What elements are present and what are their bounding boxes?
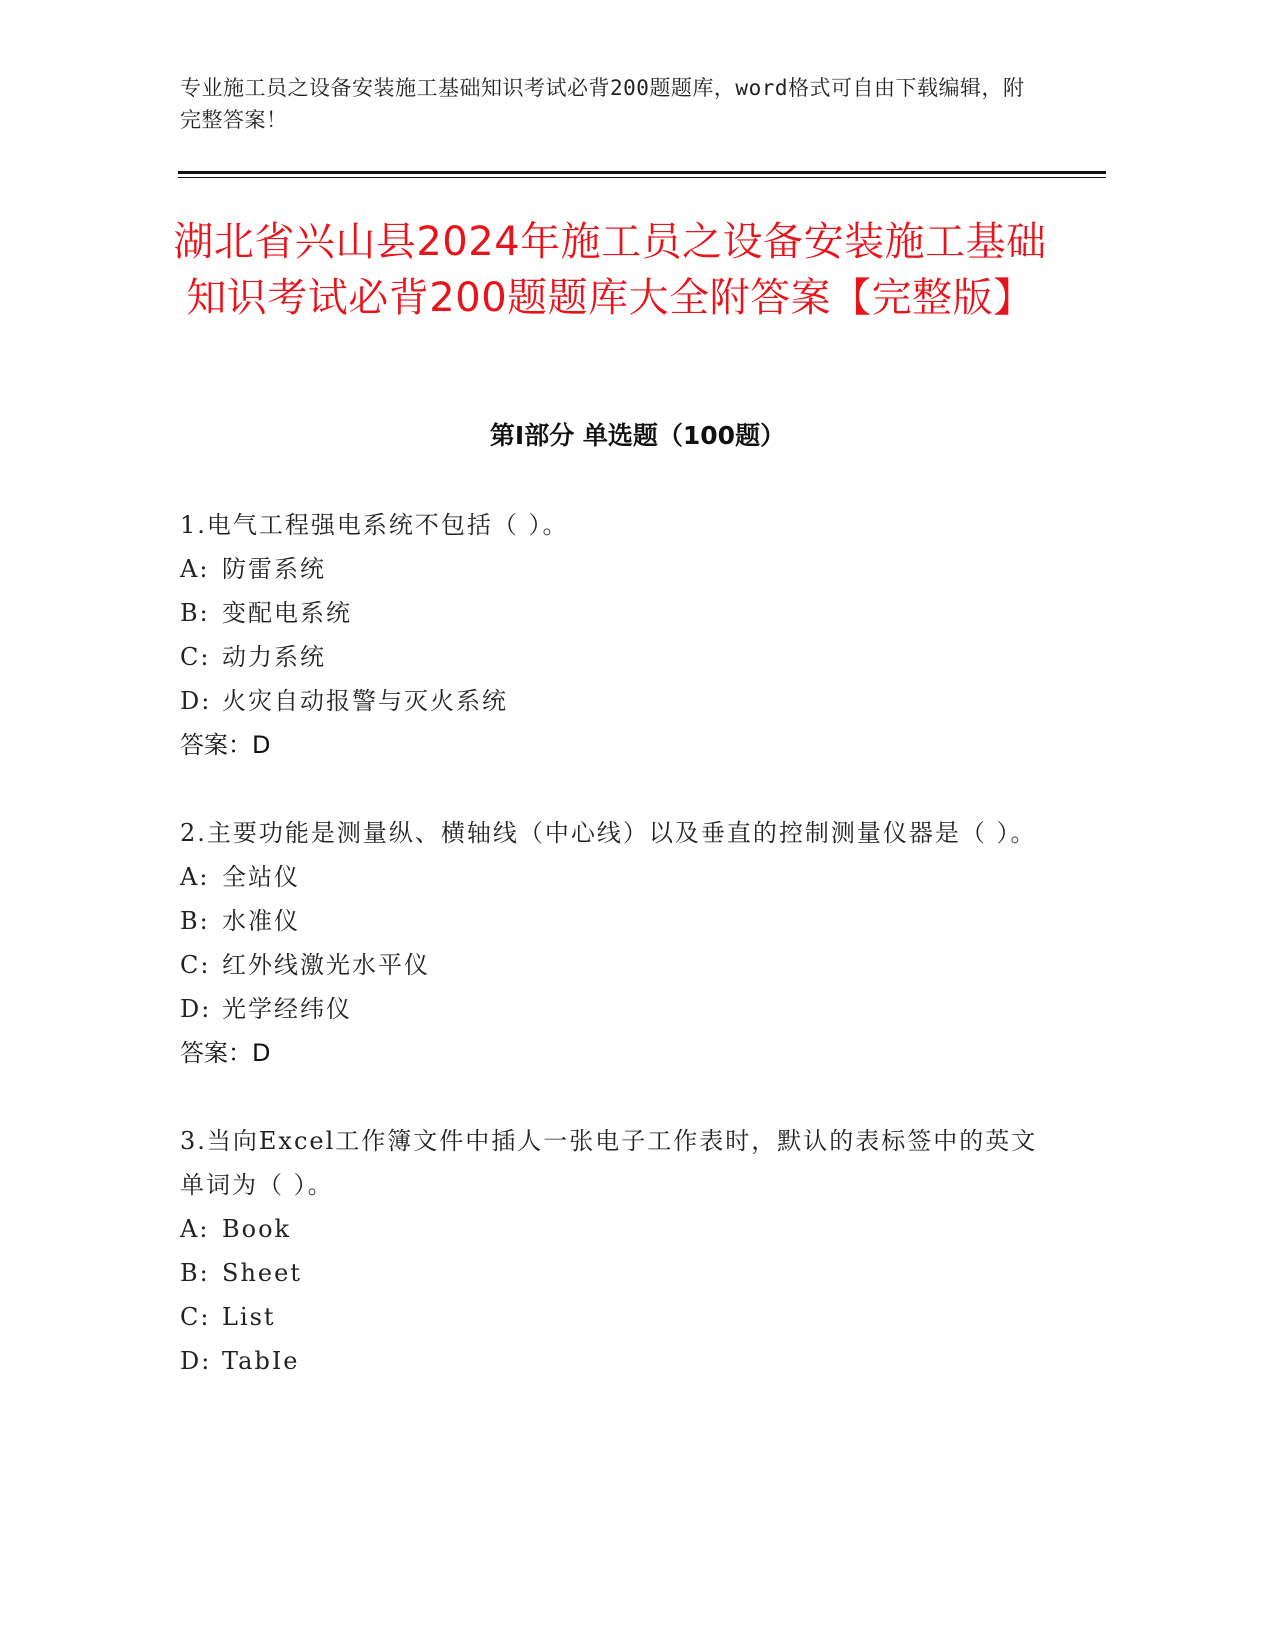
option-c bbox=[180, 943, 1060, 987]
option-letter: B: bbox=[180, 1259, 210, 1287]
option-letter: C: bbox=[180, 1303, 211, 1331]
option-text: 变配电系统 bbox=[222, 599, 352, 627]
question-stem: 3.当向Excel工作簿文件中插人一张电子工作表时，默认的表标签中的英文单词为（ ）。 bbox=[180, 1127, 1038, 1199]
option-letter: C: bbox=[180, 643, 211, 671]
option-letter: C: bbox=[180, 951, 211, 979]
question-3 bbox=[180, 1119, 1060, 1383]
option-c bbox=[180, 1295, 1060, 1339]
option-text: 红外线激光水平仪 bbox=[222, 951, 430, 979]
question-stem: 2.主要功能是测量纵、横轴线（中心线）以及垂直的控制测量仪器是（ ）。 bbox=[180, 819, 1037, 847]
option-text: Book bbox=[222, 1215, 292, 1243]
option-letter: B: bbox=[180, 907, 210, 935]
option-letter: A: bbox=[180, 863, 210, 891]
option-b bbox=[180, 591, 1060, 635]
option-text: 水准仪 bbox=[222, 907, 300, 935]
option-text: 光学经纬仪 bbox=[222, 995, 352, 1023]
section-heading: 第Ⅰ部分 单选题（100题） bbox=[489, 421, 786, 450]
option-letter: A: bbox=[180, 555, 210, 583]
option-a bbox=[180, 547, 1060, 591]
answer-line: 答案：D bbox=[180, 1039, 271, 1067]
option-text: List bbox=[222, 1303, 276, 1331]
header-rule-thin bbox=[178, 177, 1106, 178]
option-text: 动力系统 bbox=[222, 643, 326, 671]
option-d bbox=[180, 987, 1060, 1031]
option-text: 防雷系统 bbox=[222, 555, 326, 583]
question-list bbox=[180, 503, 1060, 1427]
option-d bbox=[180, 1339, 1060, 1383]
option-c bbox=[180, 635, 1060, 679]
option-text: 火灾自动报警与灭火系统 bbox=[222, 687, 508, 715]
option-letter: D: bbox=[180, 1347, 212, 1375]
option-letter: D: bbox=[180, 995, 212, 1023]
question-1 bbox=[180, 503, 1060, 767]
option-letter: D: bbox=[180, 687, 212, 715]
option-a bbox=[180, 1207, 1060, 1251]
question-stem: 1.电气工程强电系统不包括（ ）。 bbox=[180, 511, 569, 539]
option-text: TabIe bbox=[222, 1347, 300, 1375]
question-2 bbox=[180, 811, 1060, 1075]
document-title: 湖北省兴山县2024年施工员之设备安装施工基础知识考试必背200题题库大全附答案【完整版】 bbox=[173, 219, 1047, 321]
option-d bbox=[180, 679, 1060, 723]
option-a bbox=[180, 855, 1060, 899]
option-b bbox=[180, 899, 1060, 943]
option-text: 全站仪 bbox=[222, 863, 300, 891]
option-letter: B: bbox=[180, 599, 210, 627]
option-text: Sheet bbox=[222, 1259, 302, 1287]
header-rule-thick bbox=[178, 171, 1106, 174]
option-b bbox=[180, 1251, 1060, 1295]
answer-line: 答案：D bbox=[180, 731, 271, 759]
header-note: 专业施工员之设备安装施工基础知识考试必背200题题库，word格式可自由下载编辑，附完整答案！ bbox=[180, 76, 1025, 132]
option-letter: A: bbox=[180, 1215, 210, 1243]
